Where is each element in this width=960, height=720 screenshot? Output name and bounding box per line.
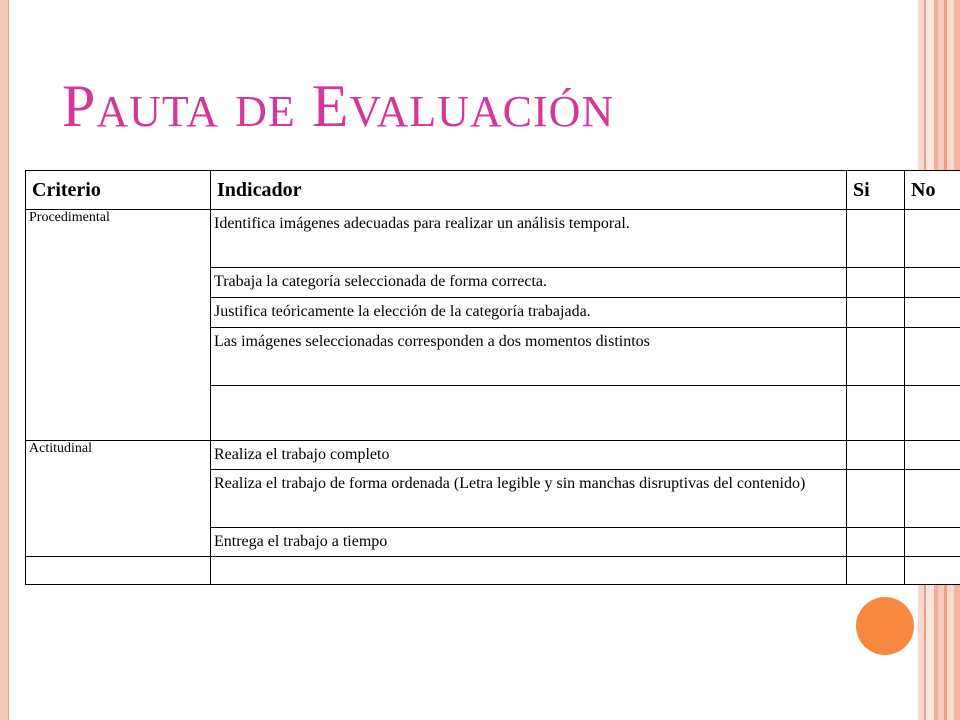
left-border-decoration xyxy=(0,0,8,720)
no-checkbox-cell[interactable] xyxy=(905,328,960,386)
si-checkbox-cell[interactable] xyxy=(847,528,905,557)
header-no: No xyxy=(905,171,960,210)
si-checkbox-cell[interactable] xyxy=(847,386,905,441)
empty-indicador-cell xyxy=(211,557,847,585)
si-checkbox-cell[interactable] xyxy=(847,268,905,298)
no-checkbox-cell[interactable] xyxy=(905,386,960,441)
empty-criterio-cell xyxy=(26,557,211,585)
no-checkbox-cell[interactable] xyxy=(905,528,960,557)
evaluation-table xyxy=(25,170,960,585)
table-row-empty xyxy=(26,557,960,585)
no-checkbox-cell[interactable] xyxy=(905,441,960,470)
header-indicador: Indicador xyxy=(211,171,847,210)
si-checkbox-cell[interactable] xyxy=(847,328,905,386)
left-border-line xyxy=(8,0,9,720)
indicador-cell: Trabaja la categoría seleccionada de forma correcta. xyxy=(211,268,847,298)
header-si: Si xyxy=(847,171,905,210)
si-checkbox-cell[interactable] xyxy=(847,210,905,268)
title-word-pauta: AUTA xyxy=(96,87,220,136)
accent-circle xyxy=(856,597,914,655)
title-initial-p: P xyxy=(62,73,97,139)
title-word-de: DE xyxy=(235,87,296,136)
no-checkbox-cell[interactable] xyxy=(905,268,960,298)
no-checkbox-cell[interactable] xyxy=(905,557,960,585)
si-checkbox-cell[interactable] xyxy=(847,441,905,470)
indicador-cell: Identifica imágenes adecuadas para realizar un análisis temporal. xyxy=(211,210,847,268)
si-checkbox-cell[interactable] xyxy=(847,298,905,328)
indicador-cell: Entrega el trabajo a tiempo xyxy=(211,528,847,557)
criterio-actitudinal: Actitudinal xyxy=(26,441,211,557)
indicador-cell: Realiza el trabajo de forma ordenada (Letra legible y sin manchas disruptivas del contenido) xyxy=(211,470,847,528)
indicador-cell xyxy=(211,386,847,441)
indicador-cell: Justifica teóricamente la elección de la categoría trabajada. xyxy=(211,298,847,328)
title-word-evaluacion: VALUACIÓN xyxy=(349,87,615,136)
page-title xyxy=(62,73,615,139)
table-header-row xyxy=(26,171,960,210)
criterio-procedimental: Procedimental xyxy=(26,210,211,441)
title-initial-e: E xyxy=(311,73,350,139)
si-checkbox-cell[interactable] xyxy=(847,557,905,585)
no-checkbox-cell[interactable] xyxy=(905,470,960,528)
no-checkbox-cell[interactable] xyxy=(905,210,960,268)
indicador-cell: Las imágenes seleccionadas corresponden a dos momentos distintos xyxy=(211,328,847,386)
si-checkbox-cell[interactable] xyxy=(847,470,905,528)
indicador-cell: Realiza el trabajo completo xyxy=(211,441,847,470)
no-checkbox-cell[interactable] xyxy=(905,298,960,328)
table-row xyxy=(26,210,960,268)
header-criterio: Criterio xyxy=(26,171,211,210)
table-row xyxy=(26,441,960,470)
